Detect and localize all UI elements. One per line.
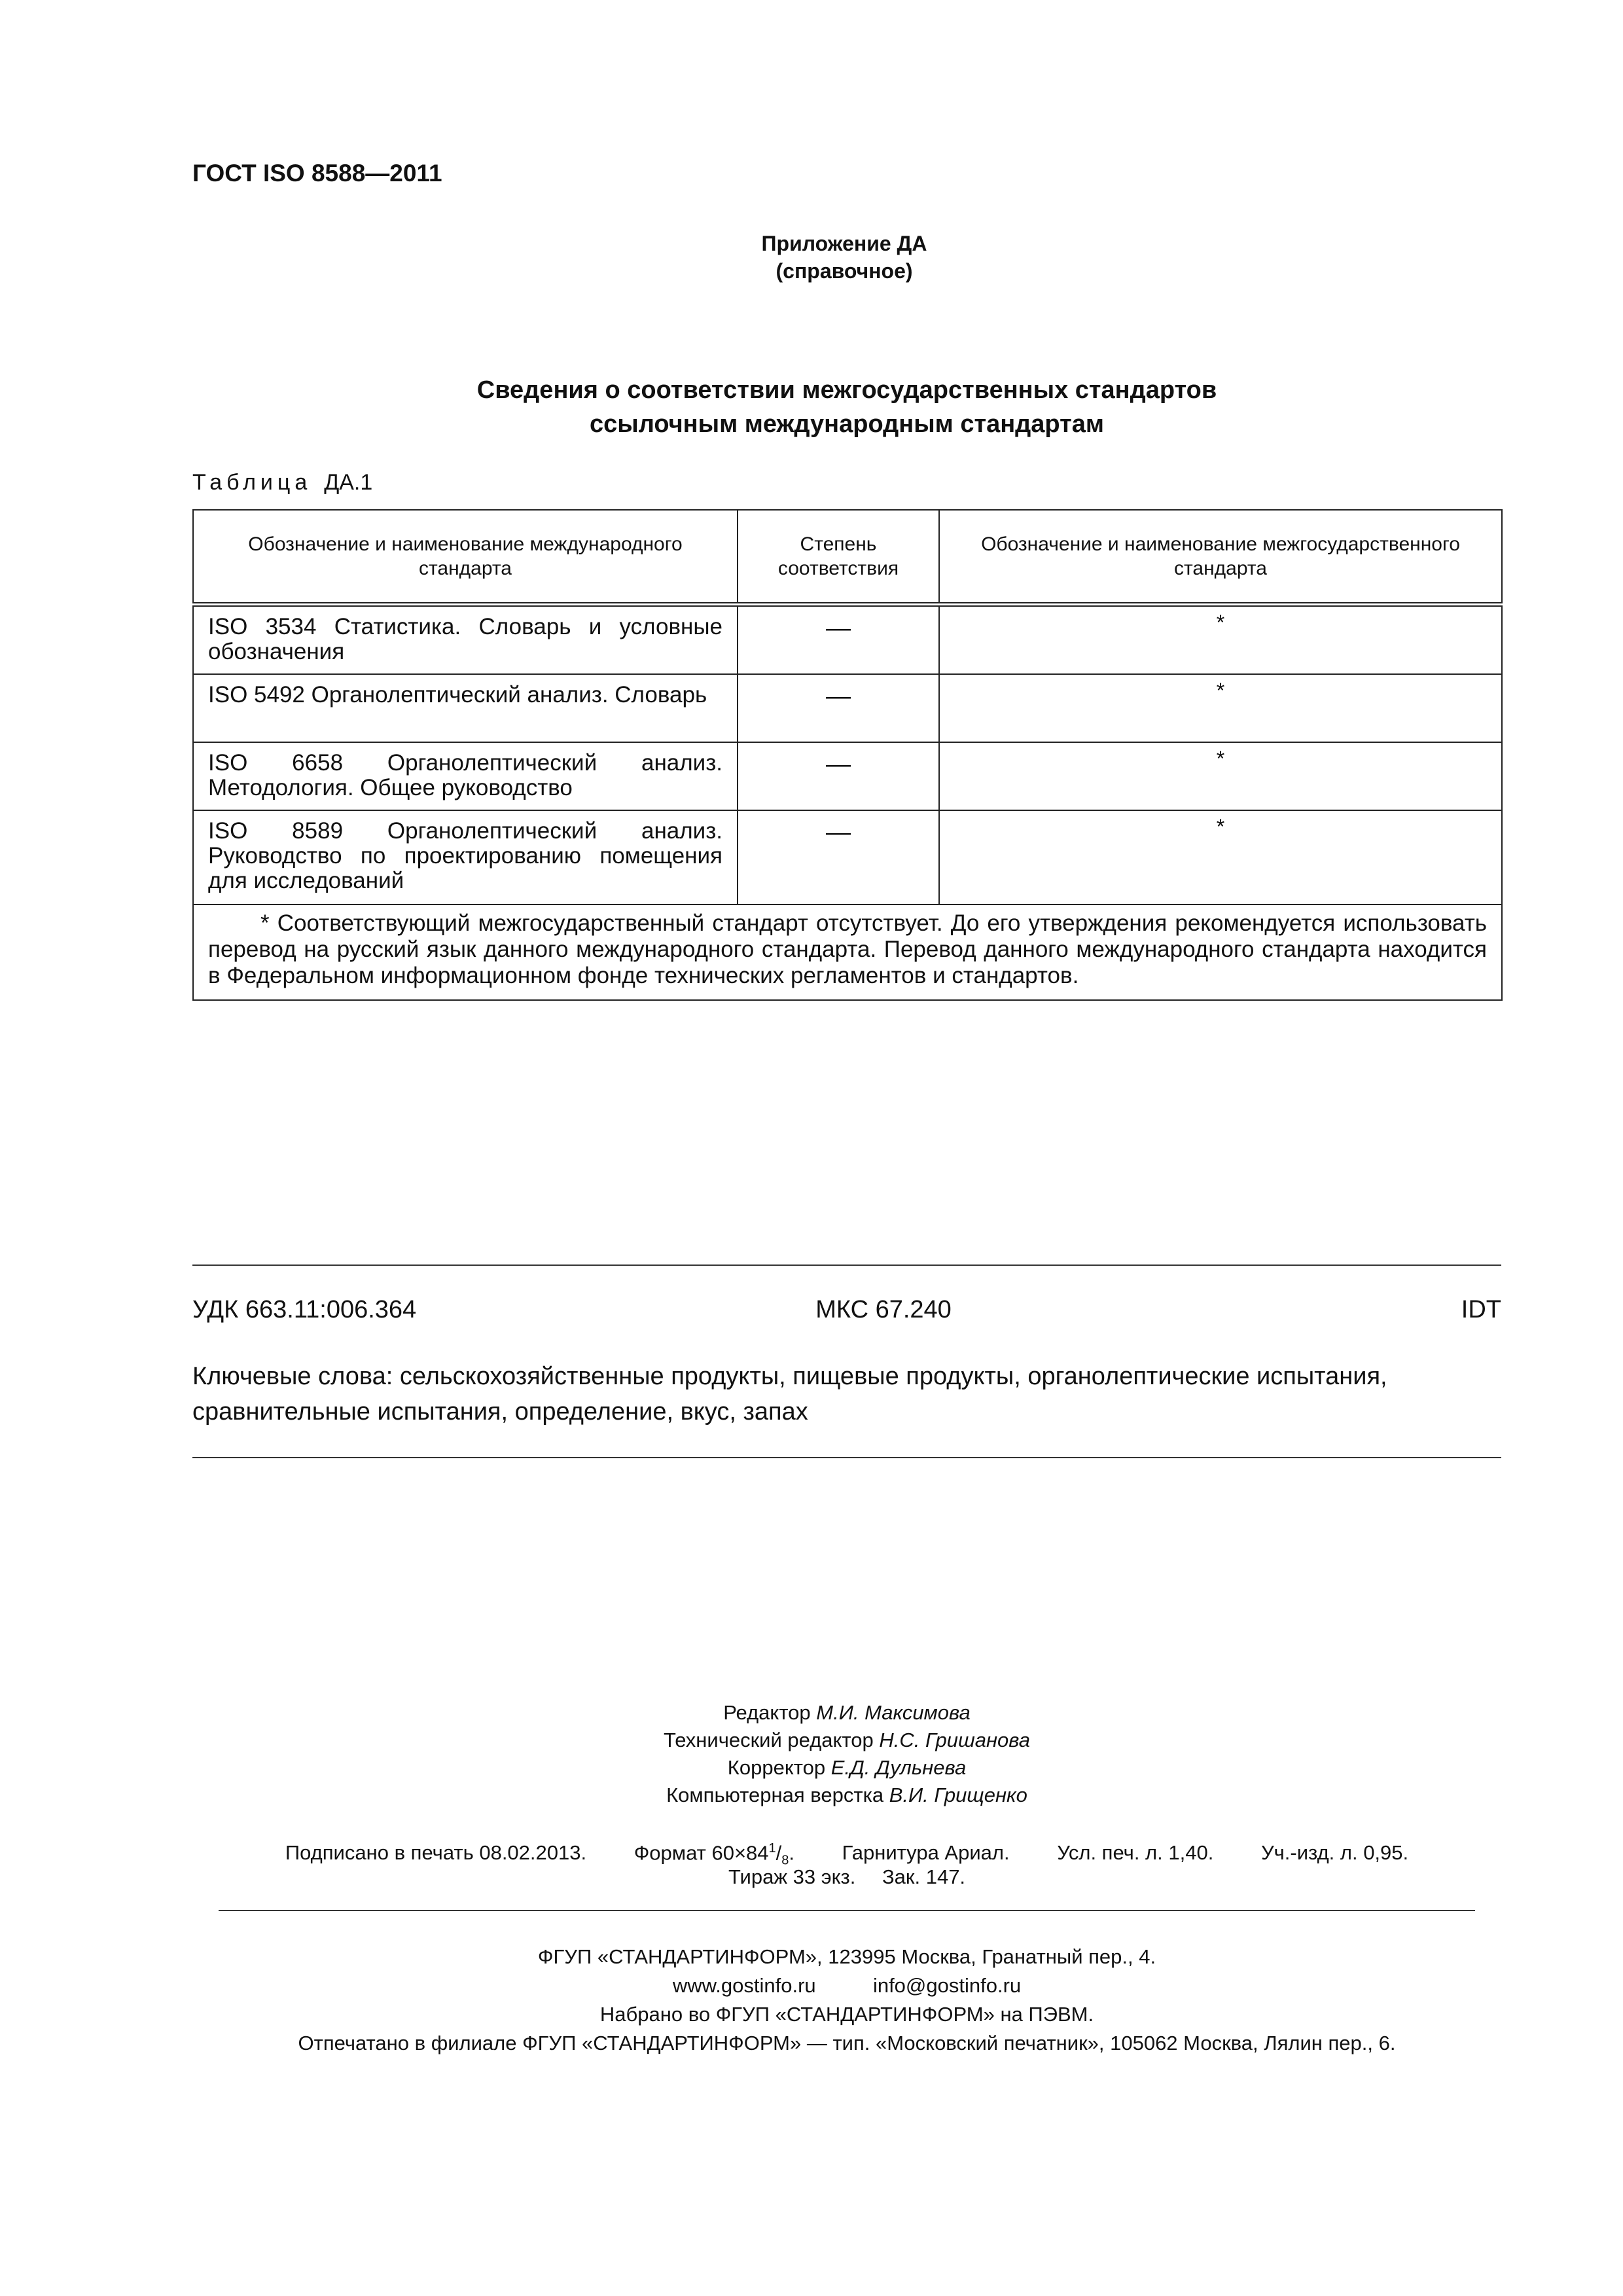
cell-interstate-standard: * xyxy=(939,605,1502,675)
layout-role: Компьютерная верстка xyxy=(666,1784,884,1806)
print-info-line2 xyxy=(192,1863,1501,1892)
divider-publisher xyxy=(219,1910,1475,1911)
publisher-printed: Отпечатано в филиале ФГУП «СТАНДАРТИНФОРМ» — тип. «Московский печатник», 105062 Москва, Лялин пер., 6. xyxy=(298,2032,1396,2054)
print-sheets: Усл. печ. л. 1,40. xyxy=(1057,1841,1214,1865)
table-row xyxy=(193,810,1502,905)
section-title-line1: Сведения о соответствии межгосударственных стандартов xyxy=(476,376,1217,404)
column-header-interstate: Обозначение и наименование межгосударственного стандарта xyxy=(939,510,1502,605)
imprint-tech-editor xyxy=(192,1727,1501,1754)
cell-interstate-standard: * xyxy=(939,674,1502,742)
publisher-website[interactable]: www.gostinfo.ru xyxy=(672,1974,816,1997)
table-row xyxy=(193,674,1502,742)
table-footnote-text: * Соответствующий межгосударственный стандарт отсутствует. До его утверждения рекомендуется использовать перевод на русский язык данного международного стандарта. Перевод данного международного стандарта находится в Федеральном информационном фонде технических регламентов и стандартов. xyxy=(208,910,1487,988)
appendix-subtitle: (справочное) xyxy=(776,259,913,283)
column-header-degree: Степень соответствия xyxy=(738,510,939,605)
tech-editor-role: Технический редактор xyxy=(664,1729,874,1751)
typeface: Гарнитура Ариал. xyxy=(842,1841,1010,1865)
cell-international-standard: ISO 8589 Органолептический анализ. Руководство по проектированию помещения для исследований xyxy=(193,810,738,905)
cell-interstate-standard: * xyxy=(939,742,1502,810)
table-footnote-row xyxy=(193,905,1502,1000)
cell-degree: — xyxy=(738,674,939,742)
print-run: Тираж 33 экз. xyxy=(728,1865,856,1888)
divider-top xyxy=(192,1265,1501,1266)
cell-degree: — xyxy=(738,605,939,675)
table-caption xyxy=(192,470,372,495)
table-caption-label: Таблица xyxy=(192,470,312,495)
imprint-layout xyxy=(192,1782,1501,1809)
document-code: ГОСТ ISO 8588—2011 xyxy=(192,160,442,187)
proofreader-name: Е.Д. Дульнева xyxy=(830,1756,967,1779)
cell-international-standard: ISO 3534 Статистика. Словарь и условные обозначения xyxy=(193,605,738,675)
proofreader-role: Корректор xyxy=(727,1756,826,1779)
cell-international-standard: ISO 6658 Органолептический анализ. Методология. Общее руководство xyxy=(193,742,738,810)
publisher-address: ФГУП «СТАНДАРТИНФОРМ», 123995 Москва, Гранатный пер., 4. xyxy=(537,1945,1156,1968)
layout-name: В.И. Грищенко xyxy=(889,1784,1027,1806)
tech-editor-name: Н.С. Гришанова xyxy=(879,1729,1030,1751)
editor-name: М.И. Максимова xyxy=(816,1701,971,1724)
publishing-sheets: Уч.-изд. л. 0,95. xyxy=(1260,1841,1409,1865)
cell-degree: — xyxy=(738,742,939,810)
publisher-contacts xyxy=(192,1971,1501,2000)
paper-format: Формат $60\times 84^1/_8$. xyxy=(633,1841,795,1868)
keywords: Ключевые слова: сельскохозяйственные продукты, пищевые продукты, органолептические испытания, сравнительные испытания, определение, вкус, запах xyxy=(192,1363,1387,1426)
column-header-international: Обозначение и наименование международного стандарта xyxy=(193,510,738,605)
cell-interstate-standard: * xyxy=(939,810,1502,905)
udk-code: УДК 663.11:006.364 xyxy=(192,1296,417,1323)
cell-international-standard: ISO 5492 Органолептический анализ. Словарь xyxy=(193,674,738,742)
imprint-editor xyxy=(192,1699,1501,1727)
signed-date: Подписано в печать 08.02.2013. xyxy=(285,1841,587,1865)
table-row xyxy=(193,742,1502,810)
publisher-email[interactable]: info@gostinfo.ru xyxy=(872,1974,1022,1997)
appendix-title: Приложение ДА xyxy=(761,232,927,255)
table-caption-number: ДА.1 xyxy=(324,470,373,495)
mks-code: МКС 67.240 xyxy=(815,1296,952,1323)
correspondence-table xyxy=(192,509,1503,1001)
publisher-typeset: Набрано во ФГУП «СТАНДАРТИНФОРМ» на ПЭВМ. xyxy=(599,2003,1094,2026)
imprint-proofreader xyxy=(192,1754,1501,1782)
table-footnote xyxy=(193,905,1502,1000)
section-title-line2: ссылочным международным стандартам xyxy=(589,410,1104,438)
editor-role: Редактор xyxy=(723,1701,811,1724)
idt-label: IDT xyxy=(1461,1296,1501,1323)
table-row xyxy=(193,605,1502,675)
order-number: Зак. 147. xyxy=(882,1865,966,1888)
divider-bottom xyxy=(192,1457,1501,1458)
cell-degree: — xyxy=(738,810,939,905)
table-header-row xyxy=(193,510,1502,605)
